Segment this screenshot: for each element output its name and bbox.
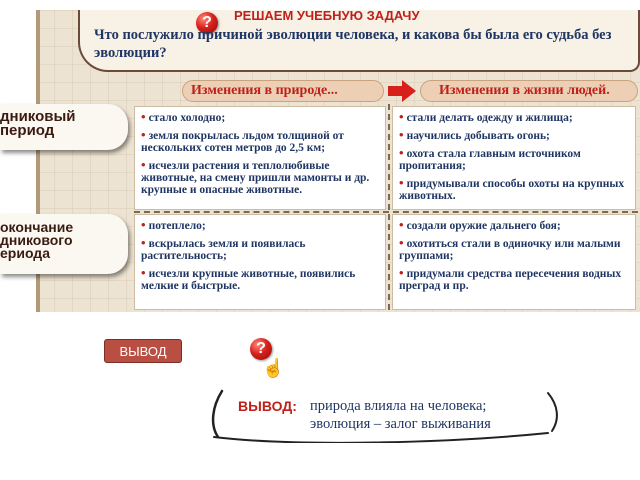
list-item: • вскрылась земля и появилась растительность; <box>141 235 306 262</box>
period-label-line: период <box>0 122 55 139</box>
conclusion-line-2: эволюция – залог выживания <box>310 416 491 432</box>
list-item: • придумывали способы охоты на крупных животных. <box>399 175 625 202</box>
task-title: РЕШАЕМ УЧЕБНУЮ ЗАДАЧУ <box>234 10 420 23</box>
task-question: Что послужило причиной эволюции человека, и какова бы была его судьба без эволюции? <box>94 27 612 61</box>
column-header-people: Изменения в жизни людей. <box>420 80 638 102</box>
list-item: • придумали средства пересечения водных преград и пр. <box>399 265 622 292</box>
list-item: • исчезли крупные животные, появились мелкие и быстрые. <box>141 265 356 292</box>
cell-end-ice-age-nature <box>134 214 386 310</box>
question-ball-icon[interactable]: ? <box>250 338 272 360</box>
list-item: • стало холодно; <box>141 109 226 124</box>
list-item: • научились добывать огонь; <box>399 127 550 142</box>
period-label-line: ериода <box>0 245 50 261</box>
list-item: • создали оружие дальнего боя; <box>399 217 561 232</box>
period-label-end-ice-age <box>0 214 128 274</box>
cell-end-ice-age-people <box>392 214 636 310</box>
list-item: • охотиться стали в одиночку или малыми группами; <box>399 235 621 262</box>
period-label-ice-age <box>0 104 128 150</box>
cell-ice-age-people <box>392 106 636 210</box>
conclusion-label: ВЫВОД: <box>238 398 297 414</box>
period-label-line: дникового <box>0 232 73 248</box>
period-label-line: дниковый <box>0 108 76 125</box>
row-divider <box>134 211 638 213</box>
conclusion-line-1: природа влияла на человека; <box>310 398 487 414</box>
period-label-line: окончание <box>0 219 74 235</box>
conclusion-button[interactable]: ВЫВОД <box>104 339 182 363</box>
question-ball-icon: ? <box>196 12 218 34</box>
column-divider <box>388 104 390 310</box>
pointer-hand-icon: ☝ <box>262 358 285 378</box>
list-item: • исчезли растения и теплолюбивые животные, на смену пришли мамонты и др. крупные и опасные животные. <box>141 157 370 196</box>
column-header-nature: Изменения в природе... <box>182 80 384 102</box>
list-item: • стали делать одежду и жилища; <box>399 109 573 124</box>
list-item: • земля покрылась льдом толщиной от нескольких сотен метров до 2,5 км; <box>141 127 344 154</box>
list-item: • охота стала главным источником пропитания; <box>399 145 581 172</box>
conclusion-bubble <box>208 387 564 443</box>
list-item: • потеплело; <box>141 217 206 232</box>
cell-ice-age-nature <box>134 106 386 210</box>
